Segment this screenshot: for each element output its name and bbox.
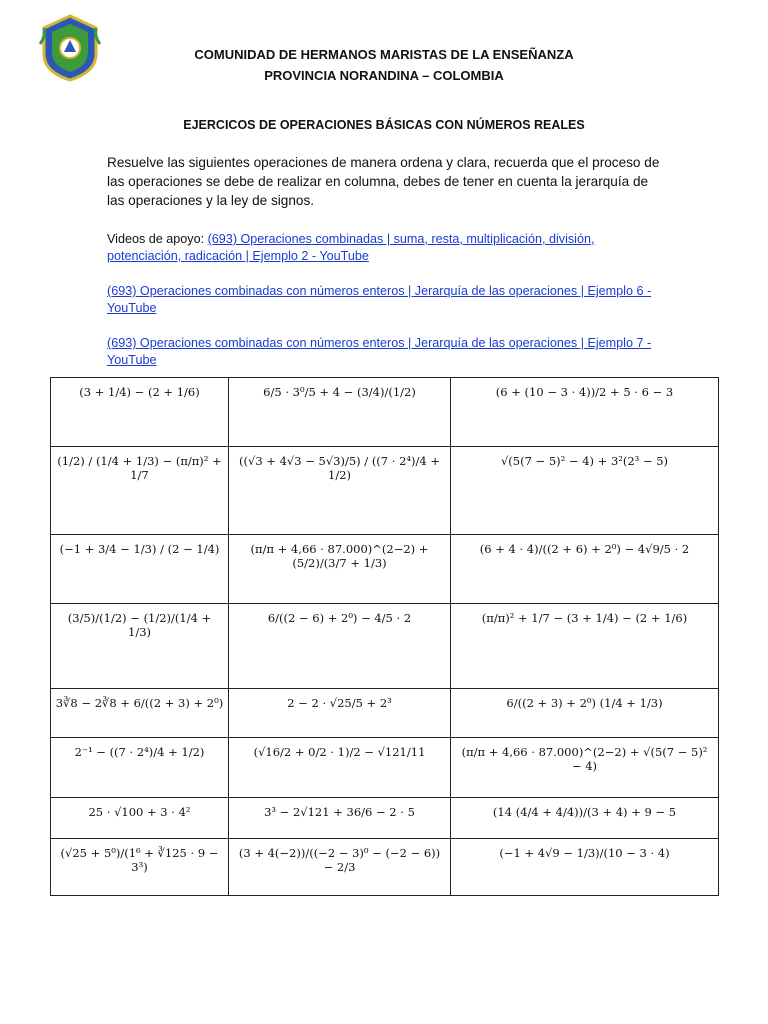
table-row (51, 738, 719, 798)
table-row (51, 798, 719, 839)
support-videos-label: Videos de apoyo: (107, 232, 208, 246)
exercise-cell: 6/5 · 3⁰/5 + 4 − (3/4)/(1/2) (229, 378, 451, 447)
exercise-cell: (14 (4/4 + 4/4))/(3 + 4) + 9 − 5 (451, 798, 719, 839)
exercise-cell: (π/π + 4,66 · 87.000)^(2−2) + (5/2)/(3/7 + 1/3) (229, 535, 451, 604)
video-paragraph-2 (107, 283, 667, 317)
table-row (51, 839, 719, 896)
exercise-cell: (π/π)² + 1/7 − (3 + 1/4) − (2 + 1/6) (451, 604, 719, 689)
video-paragraph-3 (107, 335, 667, 369)
exercise-cell: 25 · √100 + 3 · 4² (51, 798, 229, 839)
exercise-cell: (−1 + 3/4 − 1/3) / (2 − 1/4) (51, 535, 229, 604)
video-link-1[interactable]: (693) Operaciones combinadas | suma, resta, multiplicación, división, potenciación, radicación | Ejemplo 2 - YouTube (107, 232, 595, 263)
exercise-cell: (√16/2 + 0/2 · 1)/2 − √121/11 (229, 738, 451, 798)
exercise-cell: √(5(7 − 5)² − 4) + 3²(2³ − 5) (451, 447, 719, 535)
table-row (51, 535, 719, 604)
exercise-cell: (3/5)/(1/2) − (1/2)/(1/4 + 1/3) (51, 604, 229, 689)
exercise-cell: 3³ − 2√121 + 36/6 − 2 · 5 (229, 798, 451, 839)
exercise-cell: (√25 + 5⁰)/(1⁶ + ∛125 · 9 − 3³) (51, 839, 229, 896)
support-videos-paragraph (107, 231, 667, 265)
instructions-paragraph: Resuelve las siguientes operaciones de manera ordena y clara, recuerda que el proceso de las operaciones se debe de realizar en columna, debes de tener en cuenta la jerarquía de las operaciones y la ley de signos. (107, 155, 660, 208)
exercises-table (50, 377, 719, 896)
exercise-cell: 2 − 2 · √25/5 + 2³ (229, 689, 451, 738)
exercise-cell: 2⁻¹ − ((7 · 2⁴)/4 + 1/2) (51, 738, 229, 798)
exercise-cell: ((√3 + 4√3 − 5√3)/5) / ((7 · 2⁴)/4 + 1/2) (229, 447, 451, 535)
table-row (51, 378, 719, 447)
page-title: EJERCICOS DE OPERACIONES BÁSICAS CON NÚMEROS REALES (183, 118, 585, 132)
exercise-cell: 3∛8 − 2∛8 + 6/((2 + 3) + 2⁰) (51, 689, 229, 738)
table-row (51, 447, 719, 535)
exercise-cell: (6 + 4 · 4)/((2 + 6) + 2⁰) − 4√9/5 · 2 (451, 535, 719, 604)
exercise-cell: (3 + 4(−2))/((−2 − 3)⁰ − (−2 − 6)) − 2/3 (229, 839, 451, 896)
exercise-cell: (1/2) / (1/4 + 1/3) − (π/π)² + 1/7 (51, 447, 229, 535)
exercise-cell: 6/((2 − 6) + 2⁰) − 4/5 · 2 (229, 604, 451, 689)
exercise-cell: (6 + (10 − 3 · 4))/2 + 5 · 6 − 3 (451, 378, 719, 447)
exercise-cell: (−1 + 4√9 − 1/3)/(10 − 3 · 4) (451, 839, 719, 896)
video-link-3[interactable]: (693) Operaciones combinadas con números enteros | Jerarquía de las operaciones | Ejemplo 7 - YouTube (107, 336, 652, 367)
exercise-cell: (3 + 1/4) − (2 + 1/6) (51, 378, 229, 447)
table-row (51, 604, 719, 689)
institution-name: COMUNIDAD DE HERMANOS MARISTAS DE LA ENSEÑANZA (194, 47, 574, 62)
province-name: PROVINCIA NORANDINA – COLOMBIA (264, 68, 504, 83)
exercise-cell: (π/π + 4,66 · 87.000)^(2−2) + √(5(7 − 5)² − 4) (451, 738, 719, 798)
table-row (51, 689, 719, 738)
exercise-cell: 6/((2 + 3) + 2⁰) (1/4 + 1/3) (451, 689, 719, 738)
video-link-2[interactable]: (693) Operaciones combinadas con números enteros | Jerarquía de las operaciones | Ejemplo 6 - YouTube (107, 284, 652, 315)
